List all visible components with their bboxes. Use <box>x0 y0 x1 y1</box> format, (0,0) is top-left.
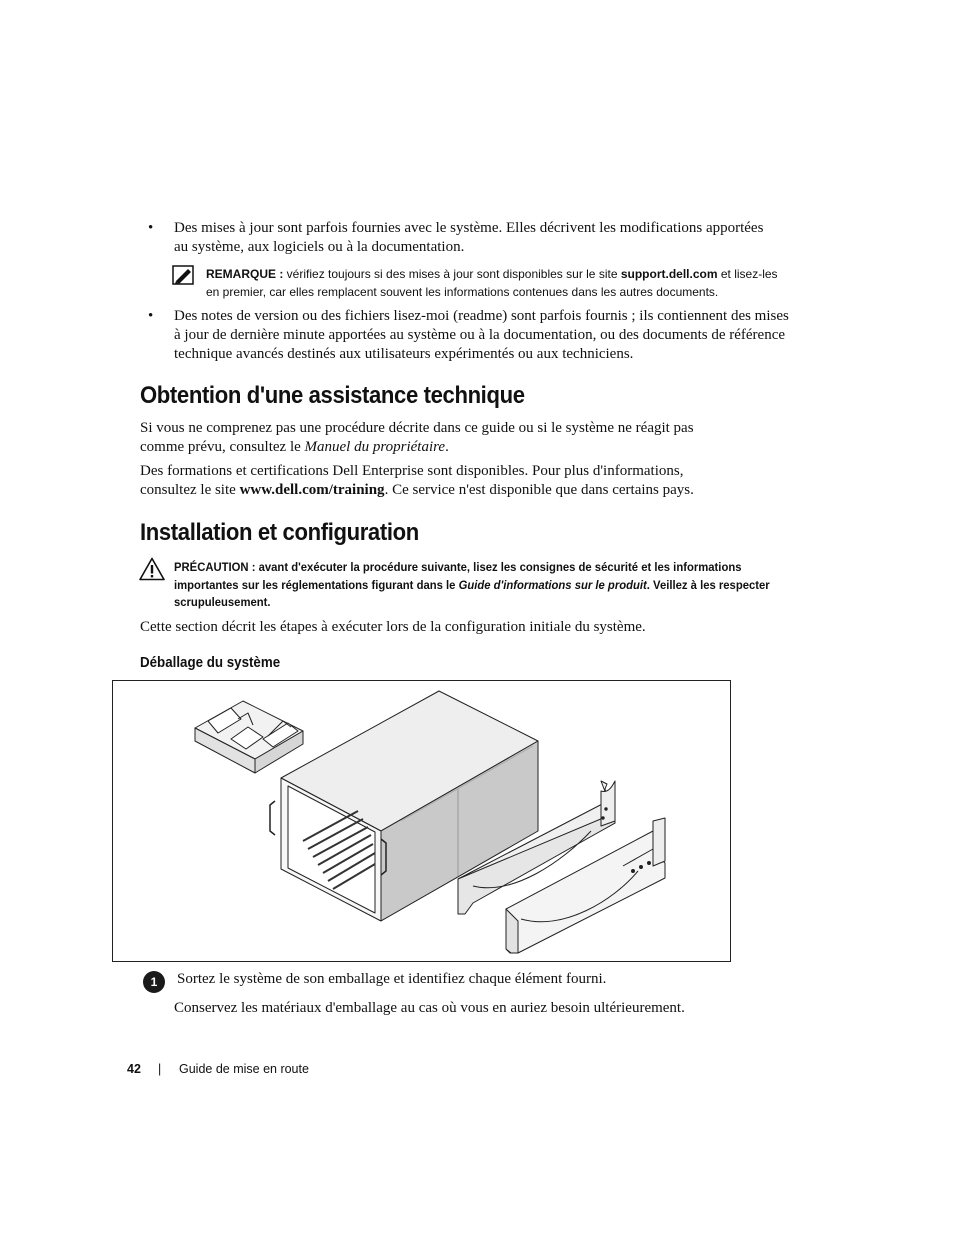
bullet-line: technique avancés destinés aux utilisateurs expérimentés ou aux techniciens. <box>174 346 634 362</box>
footer-separator: | <box>158 1062 162 1076</box>
bullet-item-release-notes <box>174 307 854 364</box>
support-paragraph-1 <box>140 419 820 457</box>
support-p2-text: consultez le site <box>140 482 240 498</box>
heading-installation: Installation et configuration <box>140 519 419 546</box>
note-label: REMARQUE : <box>206 267 284 281</box>
owners-manual-title: Manuel du propriétaire <box>304 439 446 455</box>
support-p2-line-1: Des formations et certifications Dell Enterprise sont disponibles. Pour plus d'informations, <box>140 463 684 479</box>
support-paragraph-2 <box>140 462 840 500</box>
page-number: 42 <box>127 1062 141 1076</box>
bullet-line: Des notes de version ou des fichiers lisez-moi (readme) sont parfois fournis ; ils contiennent des mises <box>174 308 789 324</box>
install-intro: Cette section décrit les étapes à exécuter lors de la configuration initiale du système. <box>140 619 646 635</box>
note-text-b: et lisez-les <box>717 267 778 281</box>
caution-line-1 <box>174 559 832 577</box>
packaging-insert-illustration <box>195 701 303 773</box>
bullet-item-updates <box>174 219 824 257</box>
product-info-guide-title: Guide d'informations sur le produit <box>458 577 647 592</box>
step-followup: Conservez les matériaux d'emballage au cas où vous en auriez besoin ultérieurement. <box>174 1000 685 1016</box>
bullet-marker: • <box>148 308 154 324</box>
note-line-2: en premier, car elles remplacent souvent les informations contenues dans les autres documents. <box>206 284 719 299</box>
support-p2-line-2 <box>140 481 840 500</box>
step-text: Sortez le système de son emballage et identifiez chaque élément fourni. <box>177 971 607 987</box>
support-p1-line-2 <box>140 438 820 457</box>
caution-line-3: scrupuleusement. <box>174 595 271 609</box>
note-text-a: vérifiez toujours si des mises à jour sont disponibles sur le site <box>283 267 621 281</box>
caution-label: PRÉCAUTION : <box>174 560 256 574</box>
bullet-line: Des mises à jour sont parfois fournies avec le système. Elles décrivent les modifications apportées <box>174 220 764 236</box>
training-link[interactable]: www.dell.com/training <box>239 482 385 498</box>
unpacking-figure <box>112 680 731 962</box>
bullet-line: à jour de dernière minute apportées au système ou à la documentation, ou des documents de référence <box>174 327 786 343</box>
caution-text-2a: importantes sur les réglementations figurant dans le <box>174 577 459 592</box>
bullet-line: au système, aux logiciels ou à la documentation. <box>174 239 465 255</box>
note-block <box>206 266 846 301</box>
support-p2-text-b: . Ce service n'est disponible que dans certains pays. <box>384 482 694 498</box>
bullet-marker: • <box>148 220 154 236</box>
caution-text-1: avant d'exécuter la procédure suivante, lisez les consignes de sécurité et les informations <box>255 560 742 574</box>
subheading-unpacking: Déballage du système <box>140 655 281 671</box>
caution-line-2 <box>174 577 832 595</box>
caution-icon <box>139 557 165 581</box>
caution-text-2b: . Veillez à les respecter <box>646 577 770 592</box>
footer-title: Guide de mise en route <box>179 1062 309 1076</box>
caution-block <box>174 559 832 612</box>
support-p1-text: comme prévu, consultez le <box>140 439 305 455</box>
step-number-badge: 1 <box>143 971 165 993</box>
system-illustration <box>113 681 730 961</box>
note-icon <box>172 265 194 285</box>
note-link[interactable]: support.dell.com <box>620 267 718 281</box>
note-line-1 <box>206 266 846 284</box>
support-p1-period: . <box>445 439 449 455</box>
heading-support: Obtention d'une assistance technique <box>140 382 525 409</box>
support-p1-line-1: Si vous ne comprenez pas une procédure décrite dans ce guide ou si le système ne réagit pas <box>140 420 694 436</box>
